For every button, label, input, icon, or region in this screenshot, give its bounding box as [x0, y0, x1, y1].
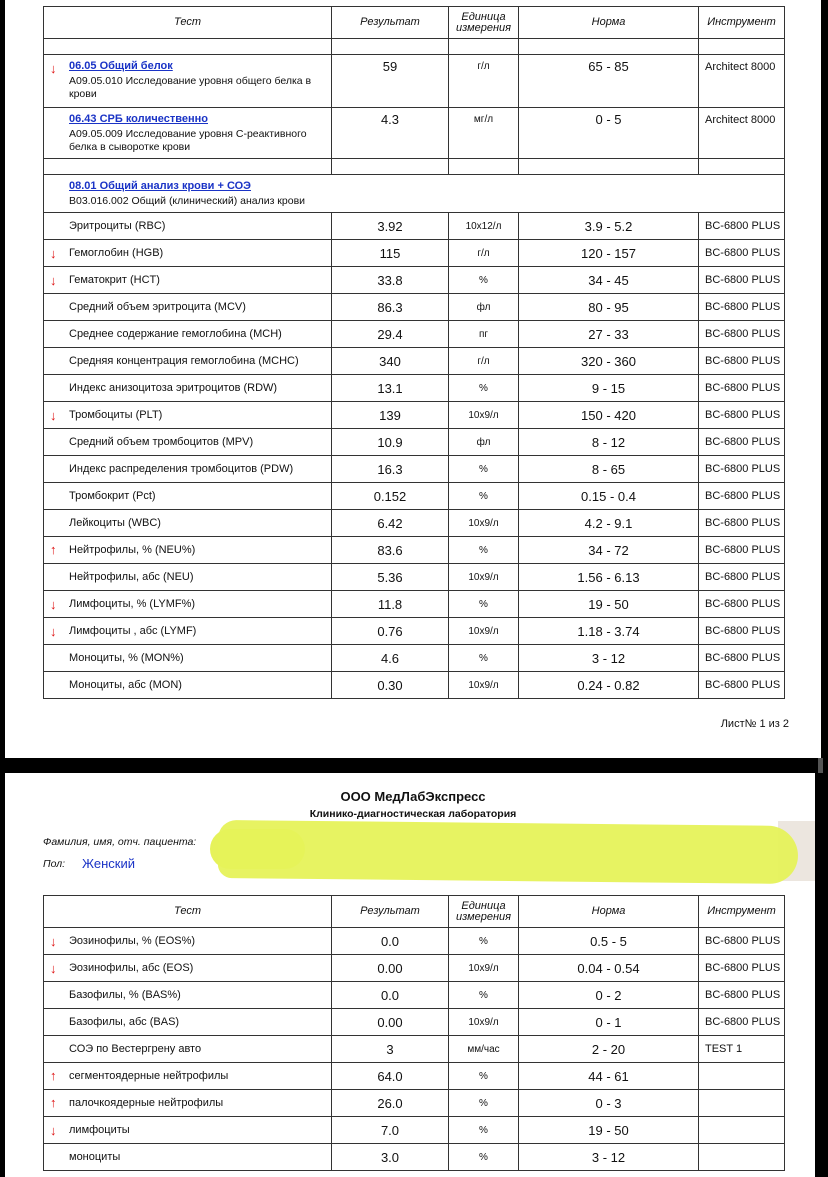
unit-value: %	[449, 1090, 519, 1117]
test-cell	[44, 564, 332, 591]
test-cell	[44, 483, 332, 510]
table-row	[44, 1063, 785, 1090]
test-name: Лимфоциты , абс (LYMF)	[69, 625, 197, 637]
norm-range: 320 - 360	[519, 348, 699, 375]
header-instrument: Инструмент	[699, 896, 785, 928]
test-cell	[44, 402, 332, 429]
result-value: 59	[382, 59, 398, 74]
result-value: 33.8	[332, 267, 449, 294]
instrument-name	[699, 1090, 785, 1117]
test-name: Средний объем тромбоцитов (MPV)	[69, 436, 254, 448]
table-row	[44, 456, 785, 483]
sex-value: Женский	[82, 856, 135, 871]
header-instrument: Инструмент	[699, 7, 785, 39]
unit-value: мм/час	[449, 1036, 519, 1063]
table-row	[44, 1090, 785, 1117]
cbc-test-description: B03.016.002 Общий (клинический) анализ крови	[69, 195, 306, 207]
arrow-down-icon: ↓	[50, 273, 57, 288]
table-row	[44, 321, 785, 348]
unit-value: %	[449, 483, 519, 510]
table-row	[44, 348, 785, 375]
table-row	[44, 402, 785, 429]
norm-range: 8 - 65	[519, 456, 699, 483]
result-value: 0.0	[332, 928, 449, 955]
test-cell	[44, 982, 332, 1009]
result-value: 340	[332, 348, 449, 375]
result-value: 115	[332, 240, 449, 267]
result-value: 5.36	[332, 564, 449, 591]
instrument-name: BC-6800 PLUS	[699, 618, 785, 645]
test-link[interactable]: 06.05 Общий белок	[69, 60, 173, 72]
table-row	[44, 591, 785, 618]
instrument-name: BC-6800 PLUS	[699, 564, 785, 591]
table-row	[44, 510, 785, 537]
norm-range: 19 - 50	[519, 591, 699, 618]
table-row	[44, 294, 785, 321]
unit-value: фл	[449, 294, 519, 321]
result-value: 10.9	[332, 429, 449, 456]
test-cell	[44, 375, 332, 402]
norm-range: 1.18 - 3.74	[519, 618, 699, 645]
instrument-name: BC-6800 PLUS	[699, 294, 785, 321]
result-value: 0.00	[332, 1009, 449, 1036]
arrow-down-icon: ↓	[50, 246, 57, 261]
result-value: 3	[332, 1036, 449, 1063]
results-table	[43, 895, 785, 1171]
unit-value: 10x12/л	[449, 213, 519, 240]
arrow-down-icon: ↓	[50, 1123, 57, 1138]
norm-cell	[519, 108, 699, 159]
result-value: 0.00	[332, 955, 449, 982]
instrument-name: BC-6800 PLUS	[699, 321, 785, 348]
instrument-name: BC-6800 PLUS	[699, 240, 785, 267]
org-title: ООО МедЛабЭкспресс	[340, 789, 486, 804]
table-row	[44, 564, 785, 591]
test-cell	[44, 672, 332, 699]
unit-value: %	[449, 267, 519, 294]
table-header	[44, 7, 785, 39]
norm-range: 1.56 - 6.13	[519, 564, 699, 591]
test-name: Средняя концентрация гемоглобина (MCHC)	[69, 355, 299, 367]
instrument-name: BC-6800 PLUS	[699, 928, 785, 955]
unit-value: 10x9/л	[449, 510, 519, 537]
test-cell	[44, 645, 332, 672]
instrument-name: BC-6800 PLUS	[699, 402, 785, 429]
norm-range: 8 - 12	[519, 429, 699, 456]
instrument-name: BC-6800 PLUS	[699, 456, 785, 483]
test-cell	[44, 1144, 332, 1171]
test-cell	[44, 267, 332, 294]
instrument-name: BC-6800 PLUS	[699, 645, 785, 672]
test-cell	[44, 429, 332, 456]
test-name: Нейтрофилы, % (NEU%)	[69, 544, 196, 556]
norm-range: 80 - 95	[519, 294, 699, 321]
test-name: Гематокрит (HCT)	[69, 274, 160, 286]
norm-range: 0 - 1	[519, 1009, 699, 1036]
table-row	[44, 1009, 785, 1036]
spacer-row	[44, 39, 785, 55]
page-footer: Лист№ 1 из 2	[720, 718, 789, 730]
instrument-cell	[699, 55, 785, 108]
result-value: 6.42	[332, 510, 449, 537]
test-name: Эозинофилы, абс (EOS)	[69, 962, 194, 974]
result-value: 139	[332, 402, 449, 429]
result-value: 11.8	[332, 591, 449, 618]
instrument-name: BC-6800 PLUS	[699, 213, 785, 240]
spacer-row	[44, 159, 785, 175]
norm-range: 150 - 420	[519, 402, 699, 429]
result-value: 83.6	[332, 537, 449, 564]
test-name: Индекс анизоцитоза эритроцитов (RDW)	[69, 382, 278, 394]
result-value: 29.4	[332, 321, 449, 348]
sex-label: Пол:	[43, 858, 66, 870]
instrument-name: Architect 8000	[705, 61, 776, 73]
test-cell	[44, 955, 332, 982]
table-row	[44, 537, 785, 564]
result-cell	[332, 108, 449, 159]
instrument-name: BC-6800 PLUS	[699, 510, 785, 537]
instrument-cell	[699, 108, 785, 159]
arrow-down-icon: ↓	[50, 961, 57, 976]
instrument-name: BC-6800 PLUS	[699, 672, 785, 699]
norm-range: 2 - 20	[519, 1036, 699, 1063]
test-name: сегментоядерные нейтрофилы	[69, 1070, 229, 1082]
result-value: 86.3	[332, 294, 449, 321]
arrow-down-icon: ↓	[50, 934, 57, 949]
test-cell	[44, 456, 332, 483]
table-row	[44, 982, 785, 1009]
table-row	[44, 1036, 785, 1063]
norm-range: 0 - 5	[595, 112, 622, 127]
norm-range: 0.04 - 0.54	[519, 955, 699, 982]
test-name: Моноциты, абс (MON)	[69, 679, 182, 691]
instrument-name	[699, 1117, 785, 1144]
norm-range: 3.9 - 5.2	[519, 213, 699, 240]
header-result: Результат	[332, 7, 449, 39]
norm-range: 0.5 - 5	[519, 928, 699, 955]
unit-value: %	[449, 928, 519, 955]
norm-cell	[519, 55, 699, 108]
table-row	[44, 1144, 785, 1171]
test-name: Тромбокрит (Pct)	[69, 490, 156, 502]
unit-cell	[449, 55, 519, 108]
instrument-name: BC-6800 PLUS	[699, 591, 785, 618]
header-unit: Единица измерения	[449, 7, 519, 39]
norm-range: 9 - 15	[519, 375, 699, 402]
unit-value: %	[449, 982, 519, 1009]
arrow-down-icon: ↓	[50, 624, 57, 639]
test-cell	[44, 294, 332, 321]
unit-value: 10x9/л	[449, 672, 519, 699]
norm-range: 44 - 61	[519, 1063, 699, 1090]
result-value: 4.6	[332, 645, 449, 672]
table-row	[44, 672, 785, 699]
test-name: Средний объем эритроцита (MCV)	[69, 301, 246, 313]
instrument-name	[699, 1063, 785, 1090]
test-name: Базофилы, % (BAS%)	[69, 989, 181, 1001]
result-cell	[332, 55, 449, 108]
norm-range: 0 - 2	[519, 982, 699, 1009]
instrument-name	[699, 1144, 785, 1171]
instrument-name: BC-6800 PLUS	[699, 955, 785, 982]
test-name: Эритроциты (RBC)	[69, 220, 166, 232]
unit-value: фл	[449, 429, 519, 456]
test-cell	[44, 240, 332, 267]
result-value: 16.3	[332, 456, 449, 483]
result-value: 3.0	[332, 1144, 449, 1171]
unit-value: %	[449, 537, 519, 564]
unit-value: %	[449, 456, 519, 483]
instrument-name: BC-6800 PLUS	[699, 429, 785, 456]
test-name: Индекс распределения тромбоцитов (PDW)	[69, 463, 294, 475]
table-row	[44, 429, 785, 456]
test-name: палочкоядерные нейтрофилы	[69, 1097, 224, 1109]
test-cell	[44, 537, 332, 564]
arrow-up-icon: ↑	[50, 542, 57, 557]
test-cell	[44, 213, 332, 240]
test-description: A09.05.010 Исследование уровня общего белка в крови	[69, 75, 312, 100]
test-name: Эозинофилы, % (EOS%)	[69, 935, 196, 947]
header-norm: Норма	[519, 7, 699, 39]
test-cell	[44, 1117, 332, 1144]
test-group-row	[44, 108, 785, 159]
result-value: 0.152	[332, 483, 449, 510]
page-divider	[818, 758, 823, 773]
table-row	[44, 618, 785, 645]
norm-range: 4.2 - 9.1	[519, 510, 699, 537]
unit-value: 10x9/л	[449, 1009, 519, 1036]
test-name: Среднее содержание гемоглобина (MCH)	[69, 328, 282, 340]
test-name: Гемоглобин (HGB)	[69, 247, 164, 259]
unit-value: пг	[449, 321, 519, 348]
test-name: Лейкоциты (WBC)	[69, 517, 161, 529]
test-cell	[44, 1090, 332, 1117]
unit-cell	[449, 108, 519, 159]
test-cell	[44, 1009, 332, 1036]
table-row	[44, 483, 785, 510]
header-result: Результат	[332, 896, 449, 928]
unit-value: мг/л	[473, 114, 494, 125]
report-page-1	[5, 0, 821, 758]
unit-value: %	[449, 1144, 519, 1171]
unit-value: %	[449, 1117, 519, 1144]
test-cell	[44, 928, 332, 955]
org-subtitle: Клинико-диагностическая лаборатория	[309, 808, 517, 820]
arrow-down-icon: ↓	[50, 61, 57, 76]
instrument-name: BC-6800 PLUS	[699, 348, 785, 375]
table-row	[44, 240, 785, 267]
test-cell	[44, 1036, 332, 1063]
test-cell	[44, 55, 332, 108]
result-value: 7.0	[332, 1117, 449, 1144]
unit-value: 10x9/л	[449, 618, 519, 645]
unit-value: г/л	[449, 240, 519, 267]
norm-range: 27 - 33	[519, 321, 699, 348]
result-value: 0.0	[332, 982, 449, 1009]
norm-range: 3 - 12	[519, 1144, 699, 1171]
unit-value: г/л	[477, 61, 490, 72]
test-cell	[44, 618, 332, 645]
instrument-name: BC-6800 PLUS	[699, 982, 785, 1009]
report-page-2	[5, 773, 815, 1177]
test-name: Лимфоциты, % (LYMF%)	[69, 598, 196, 610]
norm-range: 3 - 12	[519, 645, 699, 672]
results-table	[43, 6, 785, 699]
table-row	[44, 1117, 785, 1144]
header-test: Тест	[44, 7, 332, 39]
instrument-name: BC-6800 PLUS	[699, 1009, 785, 1036]
test-name: Тромбоциты (PLT)	[69, 409, 163, 421]
unit-value: 10x9/л	[449, 955, 519, 982]
test-group-row	[44, 55, 785, 108]
norm-range: 0 - 3	[519, 1090, 699, 1117]
table-row	[44, 375, 785, 402]
table-row	[44, 928, 785, 955]
unit-value: %	[449, 375, 519, 402]
result-value: 0.76	[332, 618, 449, 645]
table-header	[44, 896, 785, 928]
test-cell	[44, 108, 332, 159]
norm-range: 34 - 72	[519, 537, 699, 564]
test-cell	[44, 348, 332, 375]
instrument-name: TEST 1	[699, 1036, 785, 1063]
norm-range: 65 - 85	[588, 59, 629, 74]
test-name: СОЭ по Вестергрену авто	[69, 1043, 202, 1055]
norm-range: 19 - 50	[519, 1117, 699, 1144]
test-cell	[44, 591, 332, 618]
result-value: 0.30	[332, 672, 449, 699]
unit-value: %	[449, 1063, 519, 1090]
test-link[interactable]: 06.43 СРБ количественно	[69, 113, 208, 125]
instrument-name: Architect 8000	[705, 114, 776, 126]
test-name: Моноциты, % (MON%)	[69, 652, 184, 664]
header-test: Тест	[44, 896, 332, 928]
norm-range: 34 - 45	[519, 267, 699, 294]
test-name: Базофилы, абс (BAS)	[69, 1016, 180, 1028]
unit-value: г/л	[449, 348, 519, 375]
table-row	[44, 267, 785, 294]
test-cell	[44, 1063, 332, 1090]
result-value: 26.0	[332, 1090, 449, 1117]
arrow-up-icon: ↑	[50, 1068, 57, 1083]
unit-value: %	[449, 645, 519, 672]
instrument-name: BC-6800 PLUS	[699, 267, 785, 294]
table-row	[44, 955, 785, 982]
unit-value: 10x9/л	[449, 564, 519, 591]
norm-range: 0.24 - 0.82	[519, 672, 699, 699]
patient-name-label: Фамилия, имя, отч. пациента:	[43, 836, 197, 848]
arrow-up-icon: ↑	[50, 1095, 57, 1110]
table-row	[44, 213, 785, 240]
unit-value: 10x9/л	[449, 402, 519, 429]
result-value: 13.1	[332, 375, 449, 402]
arrow-down-icon: ↓	[50, 408, 57, 423]
norm-range: 0.15 - 0.4	[519, 483, 699, 510]
header-unit: Единица измерения	[449, 896, 519, 928]
norm-range: 120 - 157	[519, 240, 699, 267]
table-row	[44, 645, 785, 672]
cbc-group-row	[44, 175, 785, 213]
unit-value: %	[449, 591, 519, 618]
test-name: Нейтрофилы, абс (NEU)	[69, 571, 194, 583]
instrument-name: BC-6800 PLUS	[699, 375, 785, 402]
test-cell	[44, 510, 332, 537]
test-name: лимфоциты	[69, 1124, 130, 1136]
result-value: 3.92	[332, 213, 449, 240]
redaction-highlight	[218, 820, 799, 884]
instrument-name: BC-6800 PLUS	[699, 537, 785, 564]
test-cell	[44, 321, 332, 348]
instrument-name: BC-6800 PLUS	[699, 483, 785, 510]
test-description: A09.05.009 Исследование уровня C-реактивного белка в сыворотке крови	[69, 128, 307, 153]
cbc-test-link[interactable]: 08.01 Общий анализ крови + СОЭ	[69, 180, 252, 192]
test-name: моноциты	[69, 1151, 121, 1163]
result-value: 64.0	[332, 1063, 449, 1090]
header-norm: Норма	[519, 896, 699, 928]
arrow-down-icon: ↓	[50, 597, 57, 612]
result-value: 4.3	[380, 112, 400, 127]
